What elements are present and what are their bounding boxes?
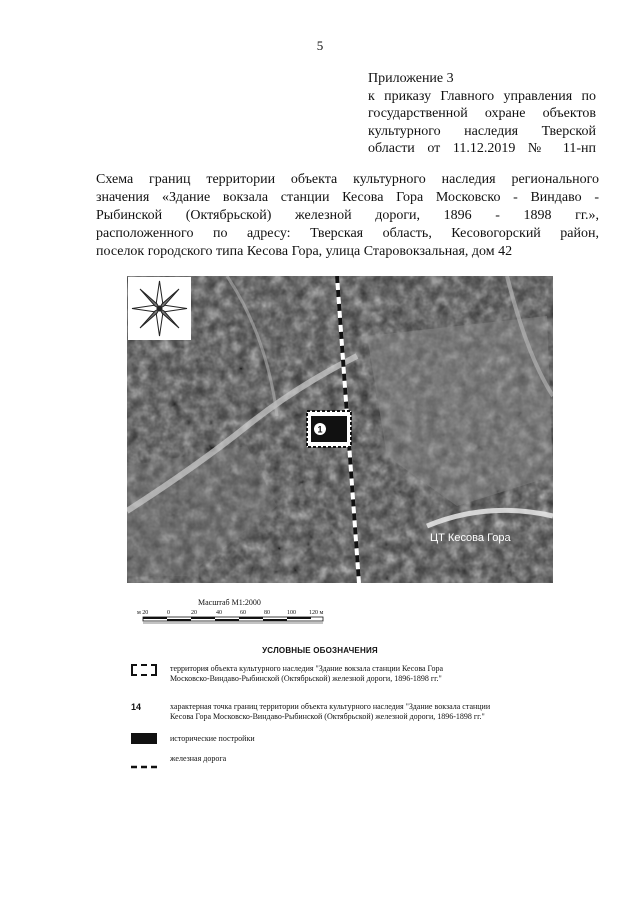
scale-tick-label: 40 — [216, 610, 222, 616]
heading-line: значения «Здание вокзала станции Кесова Гора Московско - Виндаво - — [96, 190, 599, 205]
legend-item-building — [170, 734, 255, 744]
legend-text-line: Московско-Виндаво-Рыбинской (Октябрьской) железной дороги, 1896-1898 гг." — [170, 674, 442, 683]
legend-item-railway — [170, 754, 226, 764]
appendix-line: области от 11.12.2019 № 11-нп — [368, 141, 596, 156]
scale-tick-label: м 20 — [137, 610, 149, 616]
scale-label: Масштаб М1:2000 — [198, 598, 261, 607]
heading-line: расположенного по адресу: Тверская область, Кесовогорский район, — [96, 226, 599, 241]
legend-building-symbol — [131, 733, 157, 744]
appendix-line: государственной охране объектов — [368, 106, 596, 121]
scale-tick-label: 0 — [167, 610, 170, 616]
place-label: ЦТ Кесова Гора — [430, 532, 511, 544]
legend-title: УСЛОВНЫЕ ОБОЗНАЧЕНИЯ — [262, 646, 378, 655]
legend-text-line: территория объекта культурного наследия "Здание вокзала станции Кесова Гора — [170, 664, 444, 673]
compass-rose-icon — [128, 277, 191, 340]
appendix-line: к приказу Главного управления по — [368, 88, 596, 104]
scale-tick-label: 80 — [264, 610, 270, 616]
legend-item-point — [170, 702, 490, 722]
legend-text-line: железная дорога — [170, 754, 227, 763]
scale-tick-label: 60 — [240, 610, 246, 616]
scale-tick-label: 20 — [191, 610, 197, 616]
legend-point-symbol: 14 — [131, 702, 142, 712]
scale-bar — [137, 607, 337, 629]
document-heading — [96, 171, 599, 261]
legend-text-line: характерная точка границ территории объекта культурного наследия "Здание вокзала станции — [170, 702, 491, 711]
legend-railway-symbol — [131, 757, 161, 763]
heading-line: Рыбинской (Октябрьской) железной дороги, 1896 - 1898 гг.», — [96, 208, 599, 223]
heading-line: поселок городского типа Кесова Гора, улица Старовокзальная, дом 42 — [96, 244, 513, 259]
appendix-line: культурного наследия Тверской — [368, 123, 596, 139]
scale-tick-label: 100 — [287, 610, 296, 616]
point-marker-label: 1 — [317, 424, 323, 435]
appendix-header — [368, 70, 596, 158]
legend-item-boundary — [170, 664, 443, 684]
page-number: 5 — [316, 38, 324, 53]
scale-tick-label: 120 м — [309, 610, 324, 616]
heading-line: Схема границ территории объекта культурного наследия регионального — [96, 172, 599, 187]
appendix-line: Приложение 3 — [368, 71, 454, 86]
legend-boundary-symbol — [131, 664, 157, 676]
legend-text-line: исторические постройки — [170, 734, 255, 743]
legend-text-line: Кесова Гора Московско-Виндаво-Рыбинской (Октябрьской) железной дороги, 1896-1898 гг." — [170, 712, 485, 721]
